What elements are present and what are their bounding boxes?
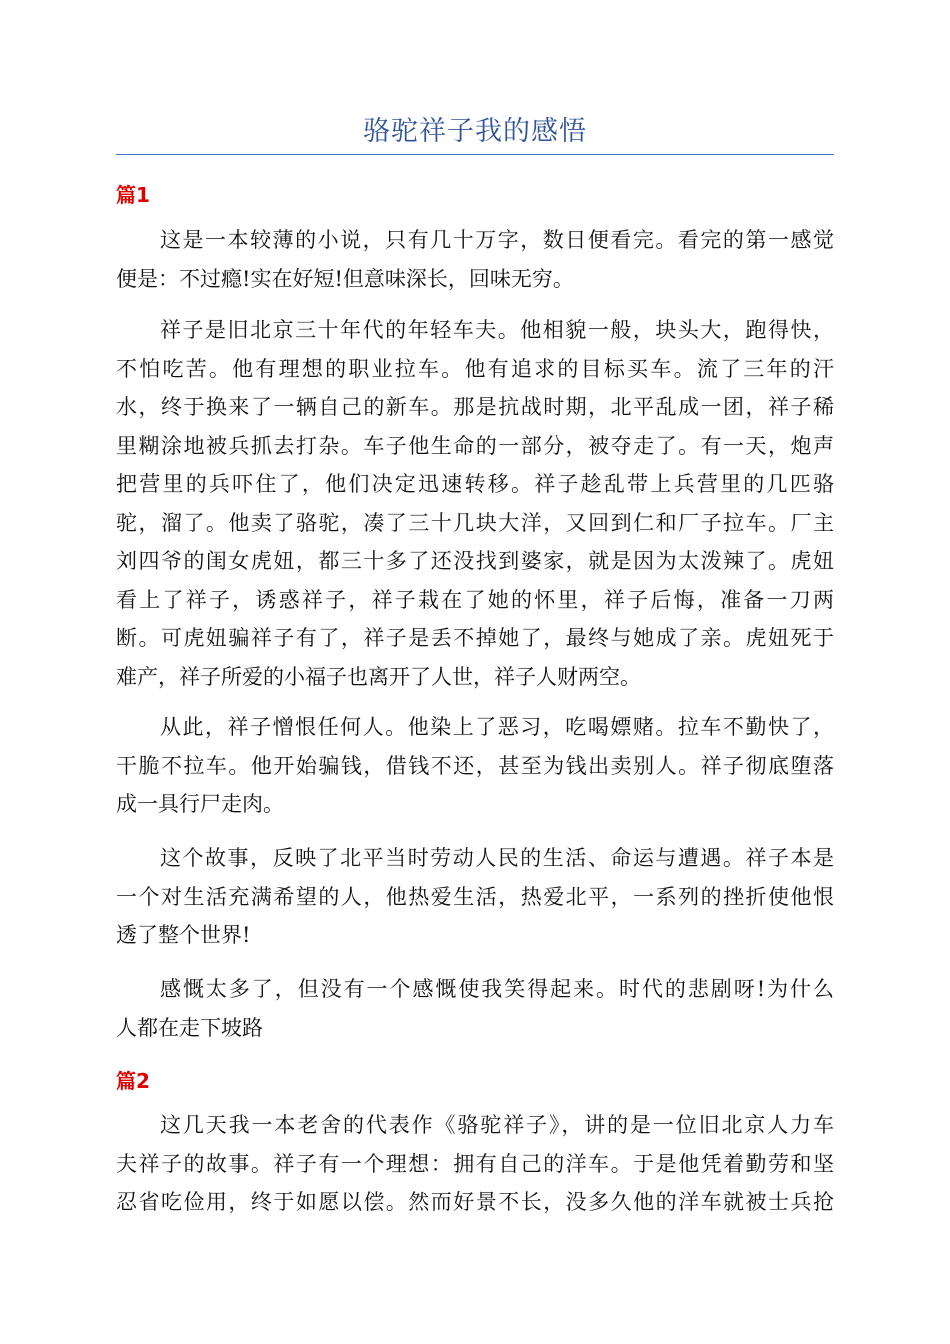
paragraph	[116, 970, 834, 1047]
text-line: 把营里的兵吓住了，他们决定迅速转移。祥子趁乱带上兵营里的几匹骆	[116, 472, 834, 496]
text-line: 一个对生活充满希望的人，他热爱生活，热爱北平，一系列的挫折使他恨	[116, 884, 834, 909]
section-heading-2: 篇2	[116, 1069, 150, 1093]
text-line: 刘四爷的闺女虎妞，都三十多了还没找到婆家，就是因为太泼辣了。虎妞	[116, 549, 834, 573]
paragraph	[116, 708, 834, 824]
text-line: 里糊涂地被兵抓去打杂。车子他生命的一部分，被夺走了。有一天，炮声	[116, 433, 834, 458]
text-line: 水，终于换来了一辆自己的新车。那是抗战时期，北平乱成一团，祥子稀	[116, 395, 834, 419]
text-line: 便是：不过瘾!实在好短!但意味深长，回味无穷。	[116, 266, 574, 291]
section-heading-1: 篇1	[116, 183, 150, 207]
text-line: 不怕吃苦。他有理想的职业拉车。他有追求的目标买车。流了三年的汗	[116, 356, 834, 381]
text-line: 驼，溜了。他卖了骆驼，凑了三十几块大洋，又回到仁和厂子拉车。厂主	[116, 510, 834, 535]
text-line: 忍省吃俭用，终于如愿以偿。然而好景不长，没多久他的洋车就被士兵抢	[116, 1190, 834, 1214]
text-line: 干脆不拉车。他开始骗钱，借钱不还，甚至为钱出卖别人。祥子彻底堕落	[116, 753, 834, 778]
paragraph	[116, 311, 834, 696]
text-line: 这几天我一本老舍的代表作《骆驼祥子》，讲的是一位旧北京人力车	[160, 1113, 834, 1137]
paragraph	[116, 1106, 834, 1222]
text-line: 感慨太多了，但没有一个感慨使我笑得起来。时代的悲剧呀!为什么	[160, 977, 834, 1001]
text-line: 从此，祥子憎恨任何人。他染上了恶习，吃喝嫖赌。拉车不勤快了，	[160, 715, 834, 739]
title-underline	[116, 154, 834, 155]
text-line: 祥子是旧北京三十年代的年轻车夫。他相貌一般，块头大，跑得快，	[160, 318, 834, 342]
text-line: 断。可虎妞骗祥子有了，祥子是丢不掉她了，最终与她成了亲。虎妞死于	[116, 626, 834, 650]
text-line: 透了整个世界!	[116, 923, 251, 947]
paragraph	[116, 221, 834, 298]
text-line: 这是一本较薄的小说，只有几十万字，数日便看完。看完的第一感觉	[160, 228, 834, 252]
text-line: 人都在走下坡路	[116, 1015, 263, 1040]
text-line: 难产，祥子所爱的小福子也离开了人世，祥子人财两空。	[116, 664, 641, 689]
paragraph	[116, 839, 834, 955]
text-line: 夫祥子的故事。祥子有一个理想：拥有自己的洋车。于是他凭着勤劳和坚	[116, 1151, 834, 1176]
text-line: 这个故事，反映了北平当时劳动人民的生活、命运与遭遇。祥子本是	[160, 846, 834, 870]
document-title: 骆驼祥子我的感悟	[363, 116, 587, 147]
text-line: 看上了祥子，诱惑祥子，祥子栽在了她的怀里，祥子后悔，准备一刀两	[116, 587, 834, 612]
text-line: 成一具行尸走肉。	[116, 792, 284, 816]
